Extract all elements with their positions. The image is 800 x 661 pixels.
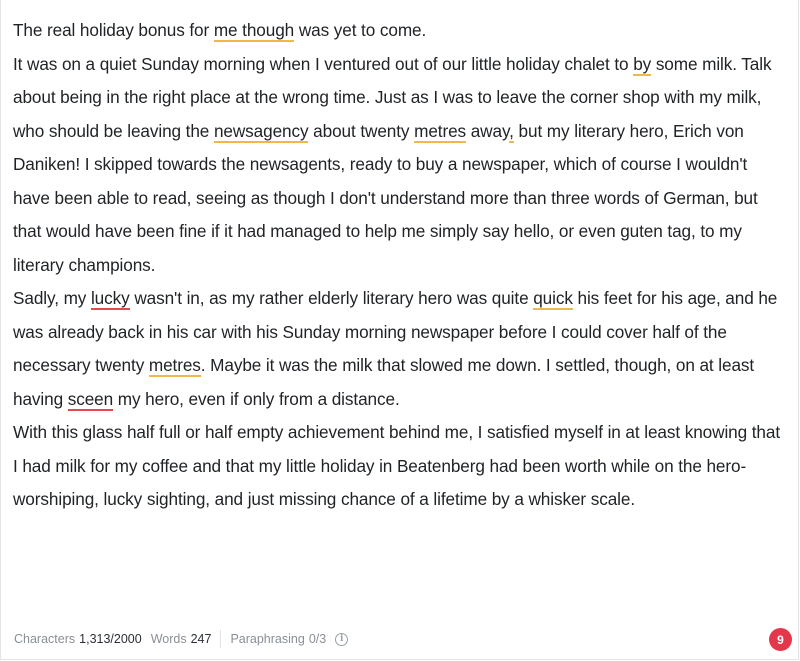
text-segment: It was on a quiet Sunday morning when I ventured out of our little holiday chalet to [13,53,634,74]
style-suggestion[interactable]: me though [213,20,295,40]
text-segment: away [466,120,510,141]
character-count [14,632,142,646]
characters-label: Characters [14,632,76,646]
divider [220,630,221,648]
text-segment: Sadly, my [13,288,91,308]
spelling-suggestion[interactable]: sceen [67,388,114,409]
paragraph [13,14,788,48]
style-suggestion[interactable]: newsagency [213,120,309,141]
paraphrasing-count [230,632,348,646]
style-suggestion[interactable]: quick [533,288,573,308]
paragraph [13,282,788,416]
paragraph [13,416,788,517]
text-segment: but my literary hero, Erich von Daniken! I skipped towards the newsagents, ready to buy a newspaper, which of course I wouldn't have been able to read, seeing as though I don't understand more than three words of German, but that would have been fine if it had managed to help me simply say hello, or even guten tag, to my literary champions. [13,120,758,275]
issues-count-badge[interactable]: 9 [769,628,792,651]
word-count [151,632,212,646]
text-segment: . Maybe it was the milk that slowed me down. I settled, though, on at least having [13,355,755,409]
paragraph [13,48,788,283]
text-segment: my hero, even if only from a distance. [113,388,400,409]
words-label: Words [150,632,187,646]
text-segment: wasn't in, as my rather elderly literary hero was quite [129,288,534,308]
text-segment: was yet to come. [294,20,427,40]
paraphrasing-label: Paraphrasing [230,632,305,646]
text-segment: about twenty [308,120,415,141]
text-segment: The real holiday bonus for [13,20,214,40]
words-value: 247 [190,632,212,646]
info-icon[interactable]: i [335,633,348,646]
paraphrasing-value: 0/3 [308,632,327,646]
text-segment: his feet for his age, and he was already back in his car with his Sunday morning newspaper before I could cover half of the necessary twenty [13,288,778,375]
style-suggestion[interactable]: metres [414,120,467,141]
style-suggestion[interactable]: by [633,53,652,74]
text-segment: With this glass half full or half empty achievement behind me, I satisfied myself in at least knowing that I had milk for my coffee and that my little holiday in Beatenberg had been worth while on the hero-worshiping, lucky sighting, and just missing chance of a lifetime by a whisker scale. [13,422,781,509]
characters-value: 1,313/2000 [79,632,142,646]
text-editor[interactable] [13,14,788,517]
status-bar [0,617,800,661]
spelling-suggestion[interactable]: lucky [90,288,130,308]
style-suggestion[interactable]: metres [148,355,201,375]
style-suggestion[interactable]: , [509,120,514,141]
text-segment: some milk. Talk about being in the right place at the wrong time. Just as I was to leave the corner shop with my milk, who should be leaving the [13,53,772,141]
